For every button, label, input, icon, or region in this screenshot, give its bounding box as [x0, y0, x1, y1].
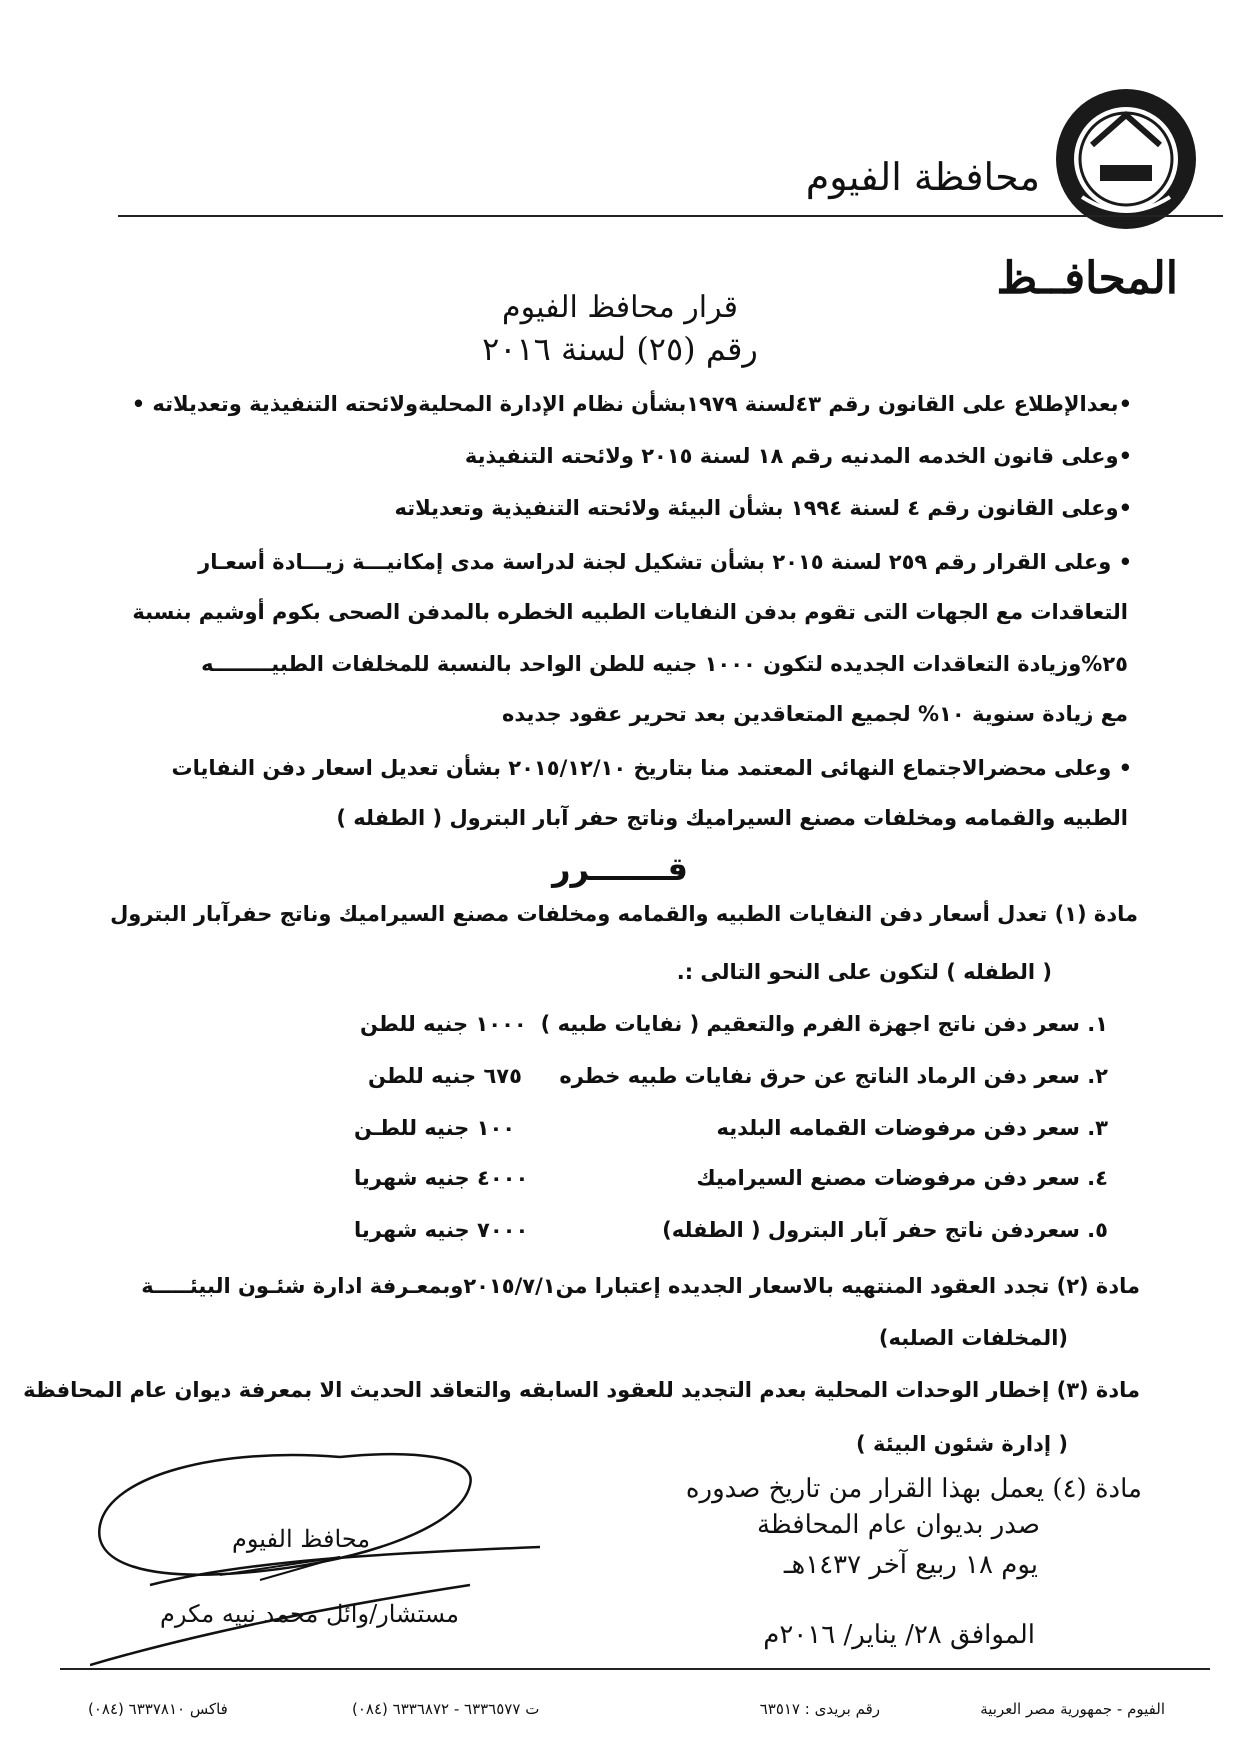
- article-1-text: مادة (١) تعدل أسعار دفن النفايات الطبيه والقمامه ومخلفات مصنع السيراميك وناتج حفرآبار البترول: [110, 902, 1138, 926]
- price-item-label: ٥. سعردفن ناتج حفر آبار البترول ( الطفله): [662, 1218, 1108, 1242]
- header-divider: [118, 215, 1223, 217]
- decided-heading: قـــــــرر: [552, 850, 688, 888]
- hijri-date: يوم ١٨ ربيع آخر ١٤٣٧هـ: [783, 1550, 1038, 1580]
- article-4-text: مادة (٤) يعمل بهذا القرار من تاريخ صدوره: [685, 1474, 1142, 1504]
- article-3-text: مادة (٣) إخطار الوحدات المحلية بعدم التجديد للعقود السابقه والتعاقد الحديث الا بمعرفة ديوان عام المحافظة: [23, 1378, 1140, 1402]
- price-item-value: ١٠٠ جنيه للطـن: [354, 1116, 516, 1140]
- article-3-text: ( إدارة شئون البيئة ): [856, 1432, 1068, 1456]
- price-item-value: ٦٧٥ جنيه للطن: [368, 1064, 522, 1088]
- preamble-line: مع زيادة سنوية ١٠% لجميع المتعاقدين بعد تحرير عقود جديده: [501, 702, 1128, 726]
- footer-fax: فاكس ٦٣٣٧٨١٠ (٠٨٤): [88, 1700, 228, 1718]
- gregorian-date: الموافق ٢٨/ يناير/ ٢٠١٦م: [763, 1620, 1035, 1650]
- signatory-name: مستشار/وائل محمد نبيه مكرم: [160, 1600, 459, 1628]
- price-item-value: ٤٠٠٠ جنيه شهريا: [354, 1166, 529, 1190]
- decision-number: رقم (٢٥) لسنة ٢٠١٦: [482, 330, 758, 368]
- article-2-text: (المخلفات الصلبه): [878, 1326, 1068, 1350]
- article-1-text: ( الطفله ) لتكون على النحو التالى :.: [676, 960, 1052, 984]
- article-2-text: مادة (٢) تجدد العقود المنتهيه بالاسعار الجديده إعتبارا من٢٠١٥/٧/١وبمعـرفة ادارة شئـون البيئـــــة: [141, 1274, 1140, 1298]
- issued-at: صدر بديوان عام المحافظة: [756, 1510, 1040, 1540]
- preamble-line: التعاقدات مع الجهات التى تقوم بدفن النفايات الطبيه الخطره بالمدفن الصحى بكوم أوشيم بنسبة: [132, 600, 1128, 624]
- preamble-line: •بعدالإطلاع على القانون رقم ٤٣لسنة ١٩٧٩بشأن نظام الإدارة المحليةولائحته التنفيذية وتعديلاته •: [131, 392, 1132, 416]
- decision-title: قرار محافظ الفيوم: [502, 290, 738, 325]
- preamble-line: الطبيه والقمامه ومخلفات مصنع السيراميك وناتج حفر آبار البترول ( الطفله ): [336, 806, 1128, 830]
- footer-address: الفيوم - جمهورية مصر العربية: [980, 1700, 1165, 1718]
- governorate-name: محافظة الفيوم: [805, 155, 1040, 199]
- price-item-value: ٧٠٠٠ جنيه شهريا: [354, 1218, 529, 1242]
- office-title: المحافــظ: [996, 253, 1178, 304]
- footer-postal: رقم بريدى : ٦٣٥١٧: [759, 1700, 880, 1718]
- footer-divider: [60, 1668, 1210, 1670]
- price-item-value: ١٠٠٠ جنيه للطن: [360, 1012, 527, 1036]
- price-item-label: ٢. سعر دفن الرماد الناتج عن حرق نفايات طبيه خطره: [559, 1064, 1108, 1088]
- price-item-label: ٤. سعر دفن مرفوضات مصنع السيراميك: [696, 1166, 1108, 1190]
- preamble-line: ٢٥%وزيادة التعاقدات الجديده لتكون ١٠٠٠ جنيه للطن الواحد بالنسبة للمخلفات الطبيــــــــه: [201, 652, 1128, 676]
- governorate-seal-logo: [1052, 85, 1200, 233]
- preamble-line: •وعلى القانون رقم ٤ لسنة ١٩٩٤ بشأن البيئة ولائحته التنفيذية وتعديلاته: [394, 496, 1132, 520]
- preamble-line: •وعلى قانون الخدمه المدنيه رقم ١٨ لسنة ٢٠١٥ ولائحته التنفيذية: [464, 444, 1132, 468]
- handwritten-signature: [90, 1445, 550, 1675]
- price-item-label: ١. سعر دفن ناتج اجهزة الفرم والتعقيم ( نفايات طبيه ): [540, 1012, 1108, 1036]
- footer-phones: ت ٦٣٣٦٥٧٧ - ٦٣٣٦٨٧٢ (٠٨٤): [352, 1700, 540, 1718]
- price-item-label: ٣. سعر دفن مرفوضات القمامه البلديه: [716, 1116, 1108, 1140]
- preamble-line: • وعلى القرار رقم ٢٥٩ لسنة ٢٠١٥ بشأن تشكيل لجنة لدراسة مدى إمكانيـــة زيـــادة أسعـار: [198, 550, 1132, 574]
- preamble-line: • وعلى محضرالاجتماع النهائى المعتمد منا بتاريخ ٢٠١٥/١٢/١٠ بشأن تعديل اسعار دفن النفايات: [171, 756, 1132, 780]
- signatory-title: محافظ الفيوم: [232, 1525, 371, 1553]
